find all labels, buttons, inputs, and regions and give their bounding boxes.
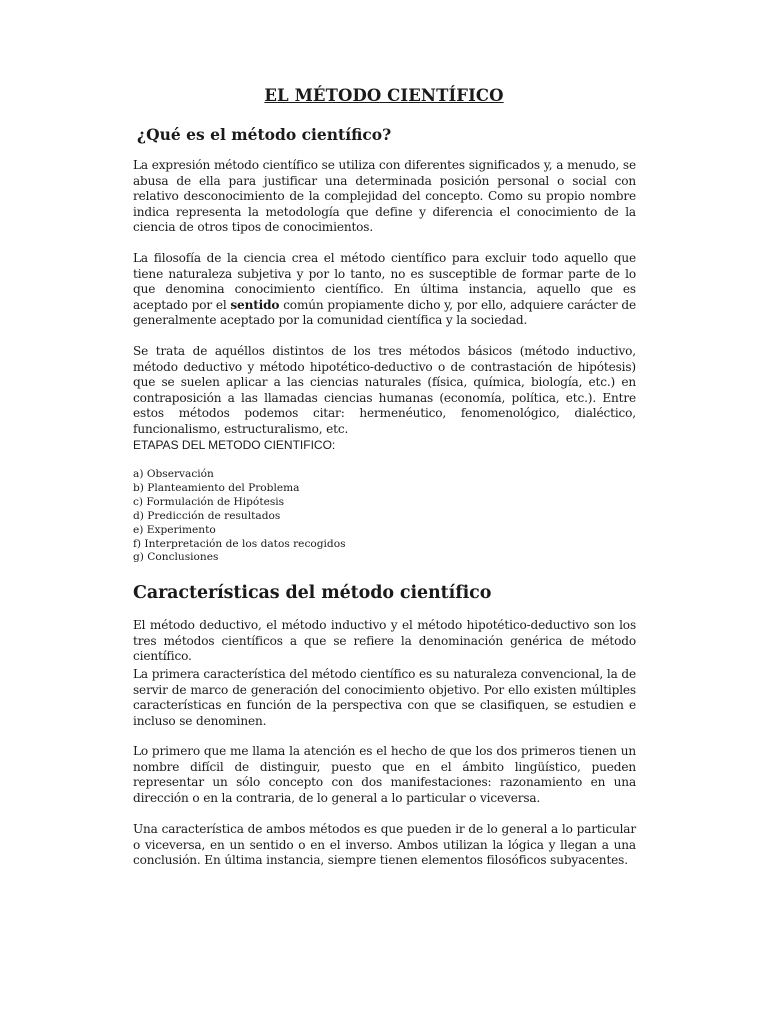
list-item: g) Conclusiones — [133, 551, 219, 564]
list-item: b) Planteamiento del Problema — [133, 481, 300, 494]
list-item: e) Experimento — [133, 523, 216, 536]
methods-paragraph: Se trata de aquéllos distintos de los tres métodos básicos (método inductivo, método deductivo y método hipotético-deductivo o de contrastación de hipótesis) que se suelen aplicar a las ciencias naturales (física, química, biología, etc.) en contraposición a las llamadas ciencias humanas (economía, política, etc.). Entre estos métodos podemos citar: hermenéutico, fenomenológico, dialéctico, funcionalismo, estructuralismo, etc. — [133, 344, 636, 436]
stages-list — [133, 468, 346, 565]
list-item: d) Predicción de resultados — [133, 509, 281, 522]
section-paragraph-1: El método deductivo, el método inductivo y el método hipotético-deductivo son los tres métodos científicos a que se refiere la denominación genérica de método científico. — [133, 618, 636, 664]
section-paragraph-4: Una característica de ambos métodos es que pueden ir de lo general a lo particular o viceversa, en un sentido o en el inverso. Ambos utilizan la lógica y llegan a una conclusión. En última instancia, siempre tienen elementos filosóficos subyacentes. — [133, 822, 636, 868]
section-paragraph-2: La primera característica del método científico es su naturaleza convencional, la de servir de marco de generación del conocimiento objetivo. Por ello existen múltiples características en función de la perspectiva con que se clasifiquen, se estudien e incluso se denominen. — [133, 667, 636, 728]
philosophy-text-start: La filosofía de la ciencia crea el método científico para excluir todo aquello que tiene naturaleza subjetiva y por lo tanto, no es susceptible de formar parte de lo que denomina conocimiento científico. En última instancia, aquello que es aceptado por el — [133, 251, 636, 312]
philosophy-paragraph — [133, 251, 636, 329]
intro-paragraph: La expresión método científico se utiliza con diferentes significados y, a menudo, se abusa de ella para justificar una determinada posición personal o social con relativo desconocimiento de la complejidad del concepto. Como su propio nombre indica representa la metodología que define y diferencia el conocimiento de la ciencia de otros tipos de conocimientos. — [133, 158, 636, 235]
page-title: EL MÉTODO CIENTÍFICO — [264, 86, 504, 105]
section-heading: Características del método científico — [133, 583, 492, 603]
list-item: c) Formulación de Hipótesis — [133, 495, 285, 508]
section-paragraph-3: Lo primero que me llama la atención es el hecho de que los dos primeros tienen un nombre difícil de distinguir, puesto que en el ámbito lingüístico, pueden representar un sólo concepto con dos manifestaciones: razonamiento en una dirección o en la contraria, de lo general a lo particular o viceversa. — [133, 744, 636, 805]
list-item: a) Observación — [133, 468, 214, 480]
philosophy-bold-word: sentido — [230, 297, 280, 312]
question-heading: ¿Qué es el método científico? — [137, 125, 392, 144]
philosophy-text-end: común propiamente dicho y, por ello, adquiere carácter de generalmente aceptado por la comunidad científica y la sociedad. — [133, 297, 636, 328]
list-item: f) Interpretación de los datos recogidos — [133, 537, 346, 550]
stages-heading: ETAPAS DEL METODO CIENTIFICO: — [133, 438, 336, 452]
